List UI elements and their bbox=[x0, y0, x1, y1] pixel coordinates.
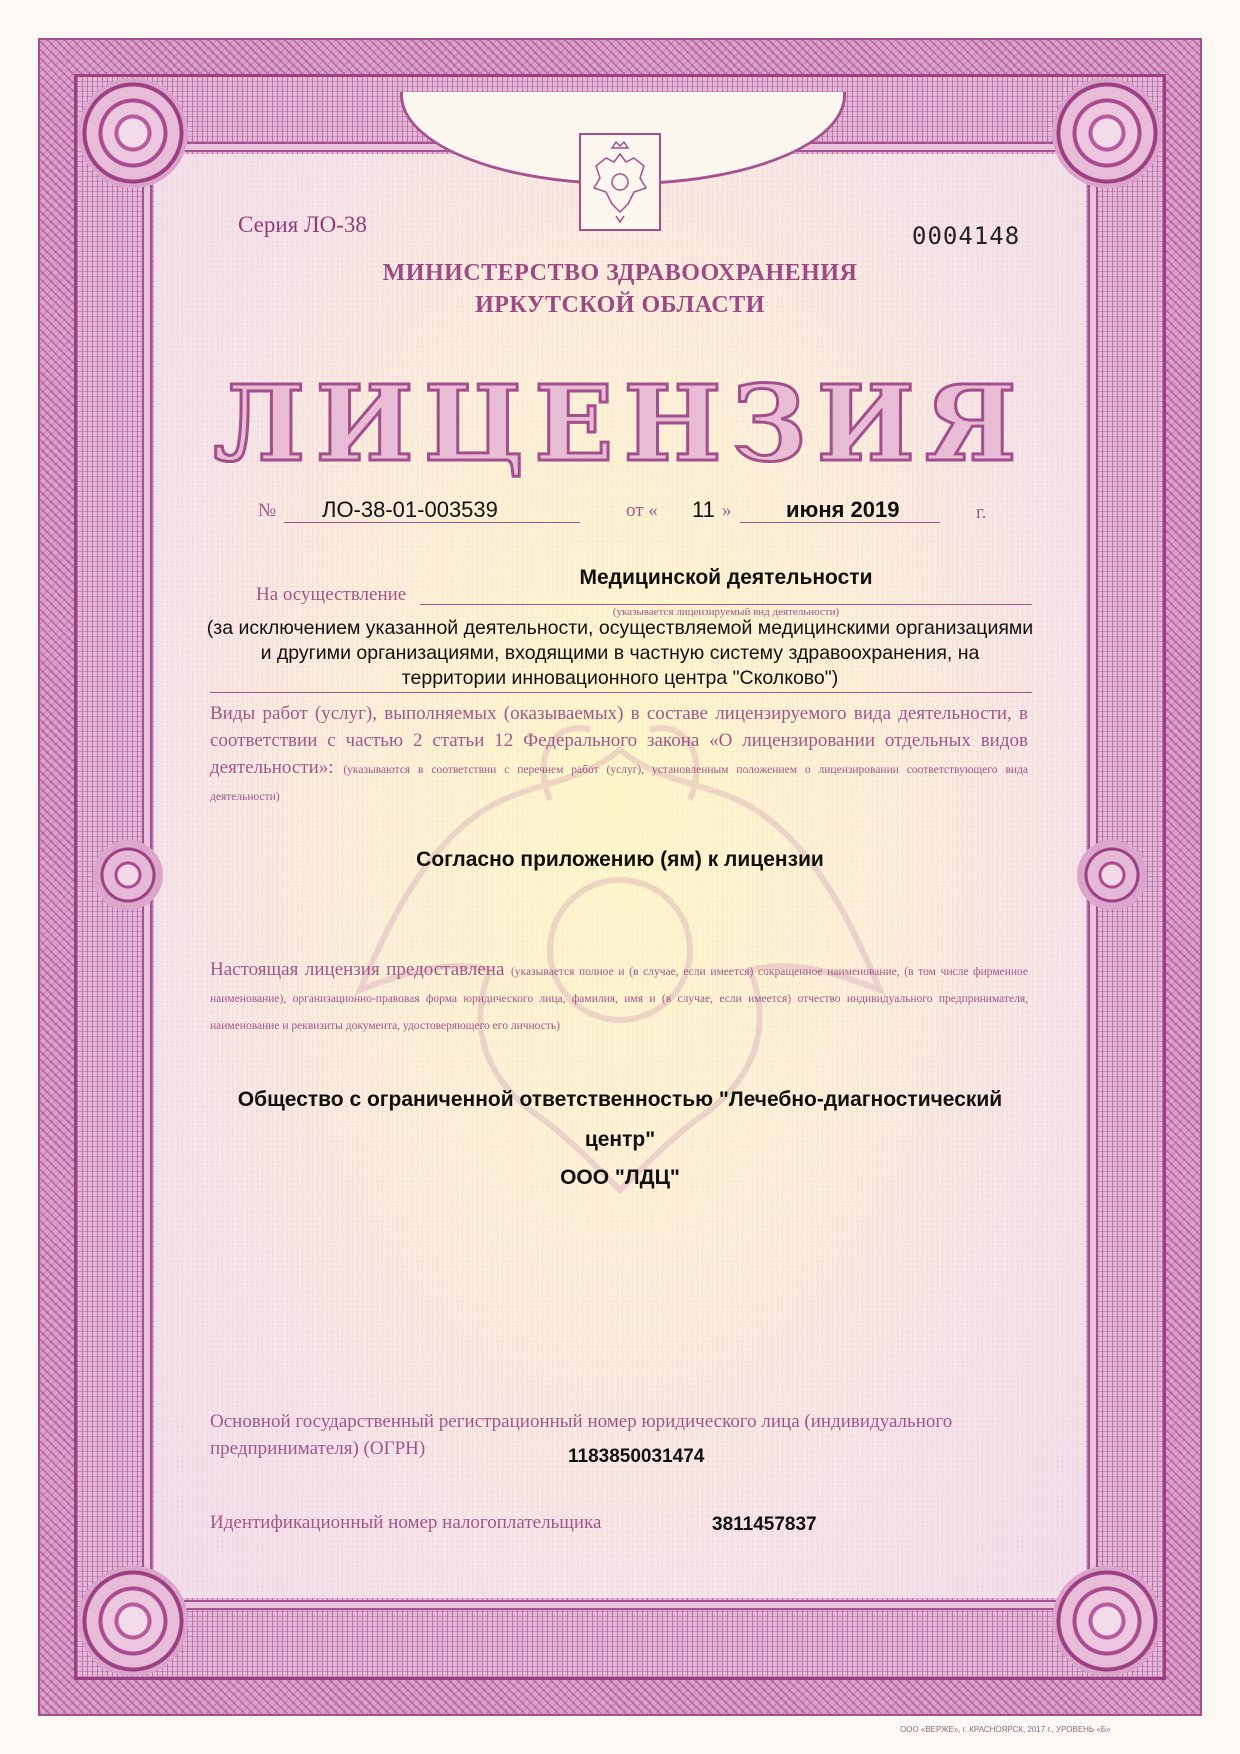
exception-line-2: и другими организациями, входящими в частную систему здравоохранения, на bbox=[260, 642, 980, 664]
exception-underline bbox=[210, 692, 1032, 693]
works-text-small: (указываются в соответствии с перечнем работ (услуг), установленным положением о лицензировании соответствующего вида деятельности) bbox=[210, 764, 1029, 803]
license-number: ЛО-38-01-003539 bbox=[322, 497, 498, 522]
document-title: ЛИЦЕНЗИЯ bbox=[213, 362, 1027, 485]
ogrn-label-line1: Основной государственный регистрационный номер юридического лица (индивидуального bbox=[210, 1411, 953, 1432]
works-text-main: Виды работ (услуг), выполняемых (оказываемых) в составе лицензируемого вида деятельности, в соответствии с частью 2 статьи 12 Федерального закона «О лицензировании отдельных видов деятельности»: bbox=[210, 703, 1028, 778]
corner-rosette-bottom-left bbox=[78, 1566, 188, 1676]
activity-label: На осуществление bbox=[256, 584, 407, 605]
activity-caption: (указывается лицензируемый вид деятельности) bbox=[612, 606, 840, 618]
corner-rosette-top-right bbox=[1052, 78, 1162, 188]
series-label: Серия ЛО-38 bbox=[238, 212, 367, 237]
activity-underline bbox=[420, 604, 1032, 605]
exception-line-3: территории инновационного центра "Сколково") bbox=[401, 667, 839, 689]
exception-line-1: (за исключением указанной деятельности, осуществляемой медицинскими организациями bbox=[206, 617, 1034, 639]
ministry-name-line1: МИНИСТЕРСТВО ЗДРАВООХРАНЕНИЯ bbox=[382, 260, 858, 286]
works-value: Согласно приложению (ям) к лицензии bbox=[416, 848, 824, 871]
number-sign: № bbox=[258, 500, 277, 521]
corner-rosette-bottom-right bbox=[1052, 1566, 1162, 1676]
side-rosette-left bbox=[93, 840, 163, 910]
ogrn-value: 1183850031474 bbox=[568, 1446, 705, 1467]
license-month-year: июня 2019 bbox=[786, 497, 900, 522]
activity-exception bbox=[170, 616, 1070, 691]
licensee-text-small: (указывается полное и (в случае, если имеется) сокращенное наименование, (в том числе фирменное наименование), организационно-правовая форма юридического лица, фамилия, имя и (в случае, если имеется) отчество индивидуального предпринимателя, наименование и реквизиты документа, удостоверяющего его личность) bbox=[210, 966, 1029, 1032]
inn-value: 3811457837 bbox=[712, 1514, 817, 1535]
printer-mark: ООО «ВЕРЖЕ», г. КРАСНОЯРСК, 2017 г., УРОВЕНЬ «Б» bbox=[900, 1725, 1111, 1734]
inn-label: Идентификационный номер налогоплательщика bbox=[210, 1512, 602, 1533]
licensee-description bbox=[210, 956, 1028, 1037]
license-day: 11 bbox=[692, 497, 715, 522]
licensee-name-line2: центр" bbox=[584, 1128, 656, 1151]
activity-value: Медицинской деятельности bbox=[579, 566, 873, 589]
coat-of-arms-icon bbox=[578, 132, 662, 232]
blank-number: 0004148 bbox=[912, 222, 1021, 250]
year-suffix: г. bbox=[976, 502, 987, 523]
date-from-label: от « bbox=[626, 500, 658, 521]
ogrn-label-line2: предпринимателя) (ОГРН) bbox=[210, 1438, 426, 1459]
licensee-text-main: Настоящая лицензия предоставлена bbox=[210, 959, 505, 980]
corner-rosette-top-left bbox=[78, 78, 188, 188]
side-rosette-right bbox=[1077, 840, 1147, 910]
licensee-name-line1: Общество с ограниченной ответственностью "Лечебно-диагностический bbox=[237, 1088, 1003, 1111]
date-quote-close: » bbox=[722, 500, 732, 521]
licensee-short-name: ООО "ЛДЦ" bbox=[560, 1166, 680, 1189]
ministry-name-line2: ИРКУТСКОЙ ОБЛАСТИ bbox=[475, 292, 765, 318]
works-description bbox=[210, 700, 1028, 808]
